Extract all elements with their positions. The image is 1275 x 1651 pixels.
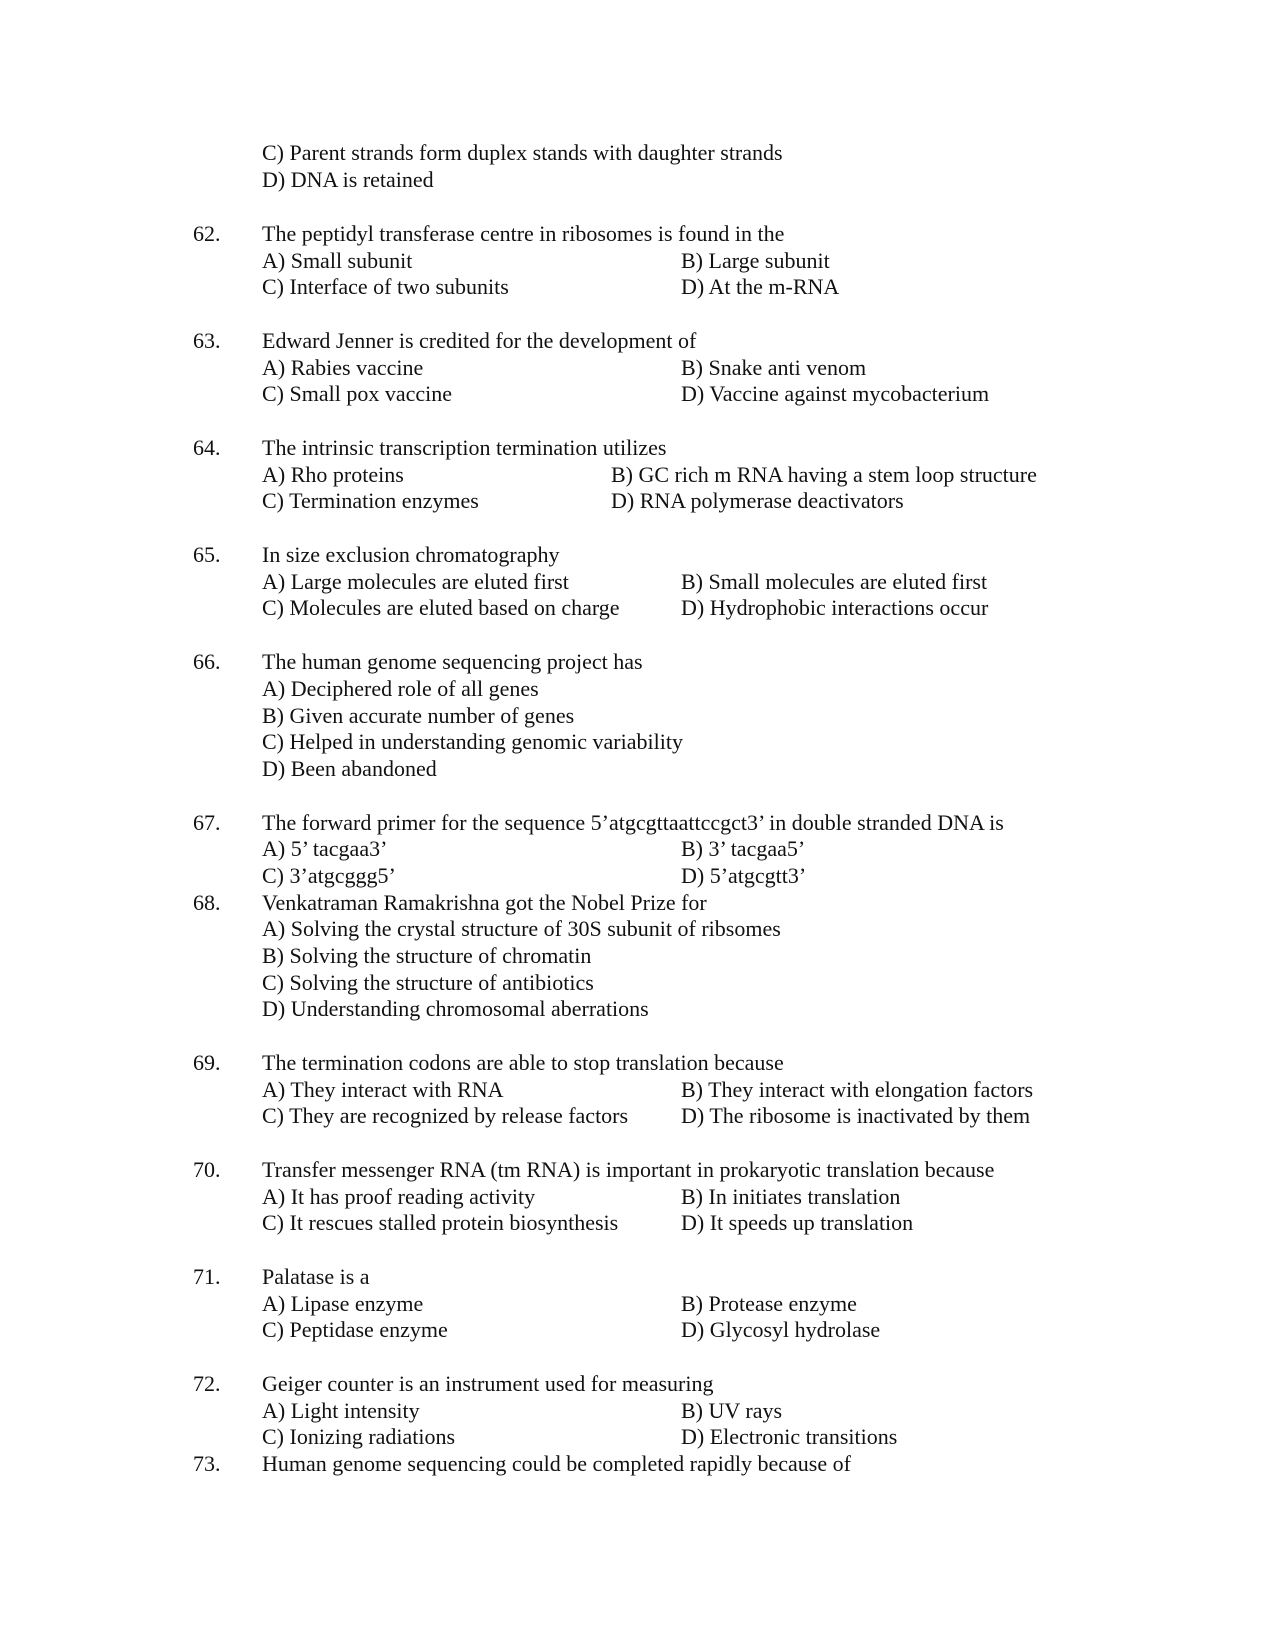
option-d: D) Been abandoned bbox=[262, 756, 437, 781]
question-stem: Geiger counter is an instrument used for measuring bbox=[262, 1371, 714, 1396]
option-c: C) Peptidase enzyme bbox=[262, 1317, 448, 1342]
option-a: A) Small subunit bbox=[262, 248, 413, 273]
question-number: 70. bbox=[193, 1157, 221, 1182]
question-stem: In size exclusion chromatography bbox=[262, 542, 560, 567]
question-stem: Human genome sequencing could be completed rapidly because of bbox=[262, 1451, 851, 1476]
option-d: D) DNA is retained bbox=[262, 167, 434, 192]
option-c: C) Ionizing radiations bbox=[262, 1424, 456, 1449]
option-b: B) 3’ tacgaa5’ bbox=[681, 836, 806, 861]
question-number: 66. bbox=[193, 649, 221, 674]
option-b: B) UV rays bbox=[681, 1398, 783, 1423]
option-a: A) 5’ tacgaa3’ bbox=[262, 836, 388, 861]
question-stem: The intrinsic transcription termination utilizes bbox=[262, 435, 667, 460]
option-d: D) At the m-RNA bbox=[681, 274, 840, 299]
option-b: B) In initiates translation bbox=[681, 1184, 901, 1209]
option-a: A) Large molecules are eluted first bbox=[262, 569, 569, 594]
option-c: C) Parent strands form duplex stands with daughter strands bbox=[262, 140, 783, 165]
question-stem: The termination codons are able to stop translation because bbox=[262, 1050, 784, 1075]
question-number: 65. bbox=[193, 542, 221, 567]
option-d: D) Vaccine against mycobacterium bbox=[681, 381, 990, 406]
option-a: A) Rabies vaccine bbox=[262, 355, 424, 380]
option-a: A) Solving the crystal structure of 30S subunit of ribsomes bbox=[262, 916, 781, 941]
question-stem: Transfer messenger RNA (tm RNA) is important in prokaryotic translation because bbox=[262, 1157, 995, 1182]
question-stem: The peptidyl transferase centre in ribosomes is found in the bbox=[262, 221, 785, 246]
option-d: D) The ribosome is inactivated by them bbox=[681, 1103, 1031, 1128]
question-number: 63. bbox=[193, 328, 221, 353]
option-b: B) Solving the structure of chromatin bbox=[262, 943, 592, 968]
option-d: D) It speeds up translation bbox=[681, 1210, 914, 1235]
question-number: 62. bbox=[193, 221, 221, 246]
option-c: C) 3’atgcggg5’ bbox=[262, 863, 396, 888]
option-b: B) GC rich m RNA having a stem loop structure bbox=[611, 462, 1037, 487]
option-a: A) It has proof reading activity bbox=[262, 1184, 536, 1209]
option-b: B) They interact with elongation factors bbox=[681, 1077, 1034, 1102]
question-number: 73. bbox=[193, 1451, 221, 1476]
option-a: A) Light intensity bbox=[262, 1398, 420, 1423]
option-d: D) Understanding chromosomal aberrations bbox=[262, 996, 649, 1021]
option-a: A) They interact with RNA bbox=[262, 1077, 504, 1102]
option-b: B) Given accurate number of genes bbox=[262, 703, 575, 728]
option-b: B) Snake anti venom bbox=[681, 355, 867, 380]
option-c: C) Solving the structure of antibiotics bbox=[262, 970, 594, 995]
question-stem: Palatase is a bbox=[262, 1264, 370, 1289]
question-stem: The human genome sequencing project has bbox=[262, 649, 643, 674]
option-c: C) They are recognized by release factors bbox=[262, 1103, 629, 1128]
option-a: A) Lipase enzyme bbox=[262, 1291, 424, 1316]
question-number: 69. bbox=[193, 1050, 221, 1075]
question-stem: The forward primer for the sequence 5’atgcgttaattccgct3’ in double stranded DNA is bbox=[262, 810, 1004, 835]
option-d: D) Glycosyl hydrolase bbox=[681, 1317, 881, 1342]
question-stem: Edward Jenner is credited for the development of bbox=[262, 328, 697, 353]
question-number: 67. bbox=[193, 810, 221, 835]
option-c: C) Helped in understanding genomic variability bbox=[262, 729, 683, 754]
option-c: C) Small pox vaccine bbox=[262, 381, 453, 406]
option-d: D) 5’atgcgtt3’ bbox=[681, 863, 807, 888]
option-c: C) Interface of two subunits bbox=[262, 274, 509, 299]
question-number: 72. bbox=[193, 1371, 221, 1396]
option-d: D) RNA polymerase deactivators bbox=[611, 488, 904, 513]
question-stem: Venkatraman Ramakrishna got the Nobel Prize for bbox=[262, 890, 707, 915]
option-a: A) Rho proteins bbox=[262, 462, 404, 487]
option-d: D) Electronic transitions bbox=[681, 1424, 898, 1449]
option-b: B) Small molecules are eluted first bbox=[681, 569, 988, 594]
option-a: A) Deciphered role of all genes bbox=[262, 676, 539, 701]
question-number: 71. bbox=[193, 1264, 221, 1289]
option-b: B) Protease enzyme bbox=[681, 1291, 857, 1316]
question-number: 64. bbox=[193, 435, 221, 460]
question-number: 68. bbox=[193, 890, 221, 915]
option-d: D) Hydrophobic interactions occur bbox=[681, 595, 989, 620]
option-b: B) Large subunit bbox=[681, 248, 830, 273]
option-c: C) Termination enzymes bbox=[262, 488, 479, 513]
option-c: C) Molecules are eluted based on charge bbox=[262, 595, 620, 620]
option-c: C) It rescues stalled protein biosynthesis bbox=[262, 1210, 619, 1235]
